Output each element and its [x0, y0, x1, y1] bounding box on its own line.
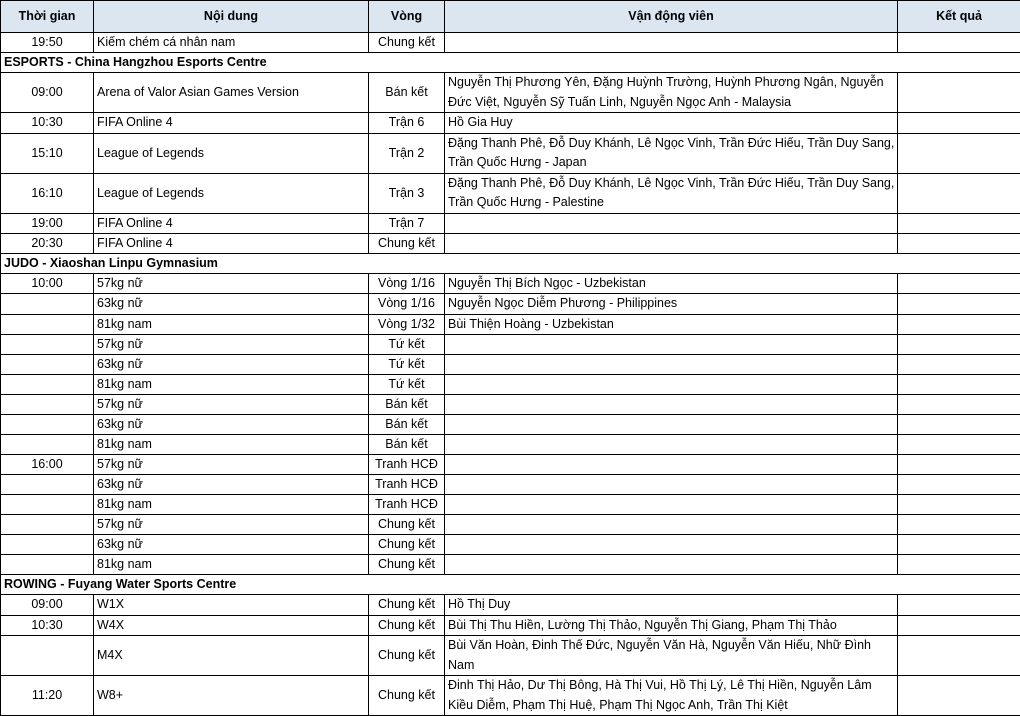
table-row: [1, 233, 1020, 253]
section-row: [1, 253, 1020, 273]
round-cell: Tranh HCĐ: [369, 495, 445, 515]
event-cell: 63kg nữ: [94, 355, 369, 375]
athletes-cell: [445, 475, 898, 495]
table-row: [1, 395, 1020, 415]
athletes-cell: [445, 455, 898, 475]
round-cell: Tứ kết: [369, 375, 445, 395]
time-cell: [1, 415, 94, 435]
result-cell: [898, 435, 1020, 455]
round-cell: Trận 7: [369, 213, 445, 233]
event-cell: Arena of Valor Asian Games Version: [94, 73, 369, 113]
event-cell: 57kg nữ: [94, 273, 369, 294]
round-cell: Trận 3: [369, 173, 445, 213]
time-cell: 10:30: [1, 113, 94, 134]
athletes-cell: [445, 515, 898, 535]
result-cell: [898, 113, 1020, 134]
event-cell: 57kg nữ: [94, 395, 369, 415]
table-row: [1, 335, 1020, 355]
event-cell: 63kg nữ: [94, 415, 369, 435]
round-cell: Chung kết: [369, 535, 445, 555]
result-cell: [898, 555, 1020, 575]
time-cell: 20:30: [1, 233, 94, 253]
table-row: [1, 133, 1020, 173]
table-row: [1, 173, 1020, 213]
result-cell: [898, 294, 1020, 315]
athletes-cell: [445, 355, 898, 375]
round-cell: Trận 6: [369, 113, 445, 134]
table-row: [1, 113, 1020, 134]
athletes-cell: Hồ Gia Huy: [445, 113, 898, 134]
result-cell: [898, 535, 1020, 555]
table-row: [1, 33, 1020, 53]
event-cell: FIFA Online 4: [94, 213, 369, 233]
table-row: [1, 475, 1020, 495]
time-cell: [1, 355, 94, 375]
athletes-cell: Đinh Thị Hảo, Dư Thị Bông, Hà Thị Vui, Hồ Thị Lý, Lê Thị Hiền, Nguyễn Lâm Kiều Diễm, Phạm Thị Huệ, Phạm Thị Ngọc Anh, Trần Thị Kiệt: [445, 676, 898, 716]
round-cell: Bán kết: [369, 415, 445, 435]
round-cell: Tứ kết: [369, 355, 445, 375]
event-cell: 63kg nữ: [94, 294, 369, 315]
round-cell: Tranh HCĐ: [369, 475, 445, 495]
section-title: ROWING - Fuyang Water Sports Centre: [1, 575, 1020, 595]
result-cell: [898, 133, 1020, 173]
result-cell: [898, 33, 1020, 53]
table-row: [1, 455, 1020, 475]
event-cell: 81kg nam: [94, 495, 369, 515]
event-cell: FIFA Online 4: [94, 113, 369, 134]
result-cell: [898, 233, 1020, 253]
round-cell: Bán kết: [369, 435, 445, 455]
athletes-cell: [445, 395, 898, 415]
table-row: [1, 636, 1020, 676]
round-cell: Chung kết: [369, 515, 445, 535]
section-row: [1, 53, 1020, 73]
time-cell: [1, 335, 94, 355]
athletes-cell: Bùi Văn Hoàn, Đinh Thế Đức, Nguyễn Văn Hà, Nguyễn Văn Hiếu, Nhữ Đình Nam: [445, 636, 898, 676]
table-row: [1, 615, 1020, 636]
time-cell: 11:20: [1, 676, 94, 716]
athletes-cell: [445, 233, 898, 253]
table-row: [1, 375, 1020, 395]
result-cell: [898, 676, 1020, 716]
event-cell: 57kg nữ: [94, 335, 369, 355]
time-cell: 16:00: [1, 455, 94, 475]
result-cell: [898, 375, 1020, 395]
result-cell: [898, 515, 1020, 535]
event-cell: FIFA Online 4: [94, 233, 369, 253]
athletes-cell: [445, 335, 898, 355]
table-row: [1, 555, 1020, 575]
athletes-cell: Hồ Thị Duy: [445, 595, 898, 616]
round-cell: Chung kết: [369, 555, 445, 575]
event-cell: League of Legends: [94, 173, 369, 213]
athletes-cell: Nguyễn Thị Bích Ngọc - Uzbekistan: [445, 273, 898, 294]
athletes-cell: [445, 435, 898, 455]
table-row: [1, 294, 1020, 315]
athletes-cell: [445, 495, 898, 515]
time-cell: [1, 375, 94, 395]
table-row: [1, 415, 1020, 435]
time-cell: [1, 475, 94, 495]
round-cell: Bán kết: [369, 395, 445, 415]
athletes-cell: [445, 415, 898, 435]
event-cell: M4X: [94, 636, 369, 676]
table-row: [1, 314, 1020, 335]
schedule-body: [1, 33, 1020, 716]
round-cell: Vòng 1/16: [369, 273, 445, 294]
result-cell: [898, 636, 1020, 676]
table-row: [1, 435, 1020, 455]
time-cell: [1, 314, 94, 335]
event-cell: League of Legends: [94, 133, 369, 173]
athletes-cell: Nguyễn Thị Phương Yên, Đặng Huỳnh Trường, Huỳnh Phương Ngân, Nguyễn Đức Việt, Nguyễn Sỹ Tuấn Linh, Nguyễn Ngọc Anh - Malaysia: [445, 73, 898, 113]
athletes-cell: Đặng Thanh Phê, Đỗ Duy Khánh, Lê Ngọc Vinh, Trần Đức Hiếu, Trần Duy Sang, Trần Quốc Hưng - Palestine: [445, 173, 898, 213]
event-cell: 57kg nữ: [94, 515, 369, 535]
table-row: [1, 213, 1020, 233]
round-cell: Tranh HCĐ: [369, 455, 445, 475]
result-cell: [898, 314, 1020, 335]
table-row: [1, 595, 1020, 616]
section-title: ESPORTS - China Hangzhou Esports Centre: [1, 53, 1020, 73]
event-cell: 57kg nữ: [94, 455, 369, 475]
time-cell: [1, 395, 94, 415]
result-cell: [898, 495, 1020, 515]
time-cell: 09:00: [1, 595, 94, 616]
event-cell: 81kg nam: [94, 375, 369, 395]
result-cell: [898, 355, 1020, 375]
table-row: [1, 676, 1020, 716]
time-cell: [1, 515, 94, 535]
time-cell: 19:50: [1, 33, 94, 53]
result-cell: [898, 415, 1020, 435]
time-cell: 09:00: [1, 73, 94, 113]
result-cell: [898, 73, 1020, 113]
athletes-cell: Đặng Thanh Phê, Đỗ Duy Khánh, Lê Ngọc Vinh, Trần Đức Hiếu, Trần Duy Sang, Trần Quốc Hưng - Japan: [445, 133, 898, 173]
event-cell: 81kg nam: [94, 435, 369, 455]
round-cell: Chung kết: [369, 233, 445, 253]
athletes-cell: [445, 33, 898, 53]
round-cell: Trận 2: [369, 133, 445, 173]
round-cell: Tứ kết: [369, 335, 445, 355]
round-cell: Chung kết: [369, 595, 445, 616]
event-cell: 81kg nam: [94, 314, 369, 335]
time-cell: [1, 636, 94, 676]
header-round: Vòng: [369, 1, 445, 33]
time-cell: 10:30: [1, 615, 94, 636]
time-cell: [1, 435, 94, 455]
time-cell: 10:00: [1, 273, 94, 294]
round-cell: Chung kết: [369, 676, 445, 716]
event-cell: W1X: [94, 595, 369, 616]
time-cell: [1, 495, 94, 515]
round-cell: Chung kết: [369, 615, 445, 636]
result-cell: [898, 615, 1020, 636]
table-row: [1, 273, 1020, 294]
round-cell: Chung kết: [369, 33, 445, 53]
header-result: Kết quả: [898, 1, 1020, 33]
result-cell: [898, 595, 1020, 616]
event-cell: W8+: [94, 676, 369, 716]
athletes-cell: Bùi Thiện Hoàng - Uzbekistan: [445, 314, 898, 335]
round-cell: Chung kết: [369, 636, 445, 676]
athletes-cell: Nguyễn Ngọc Diễm Phương - Philippines: [445, 294, 898, 315]
header-event: Nội dung: [94, 1, 369, 33]
time-cell: 16:10: [1, 173, 94, 213]
time-cell: [1, 294, 94, 315]
athletes-cell: [445, 213, 898, 233]
event-cell: Kiếm chém cá nhân nam: [94, 33, 369, 53]
round-cell: Vòng 1/32: [369, 314, 445, 335]
event-cell: W4X: [94, 615, 369, 636]
table-row: [1, 515, 1020, 535]
time-cell: 19:00: [1, 213, 94, 233]
event-cell: 81kg nam: [94, 555, 369, 575]
result-cell: [898, 475, 1020, 495]
athletes-cell: [445, 555, 898, 575]
result-cell: [898, 273, 1020, 294]
round-cell: Vòng 1/16: [369, 294, 445, 315]
result-cell: [898, 335, 1020, 355]
table-row: [1, 535, 1020, 555]
table-row: [1, 73, 1020, 113]
time-cell: 15:10: [1, 133, 94, 173]
event-cell: 63kg nữ: [94, 535, 369, 555]
table-row: [1, 495, 1020, 515]
round-cell: Bán kết: [369, 73, 445, 113]
time-cell: [1, 535, 94, 555]
header-row: [1, 1, 1020, 33]
result-cell: [898, 395, 1020, 415]
result-cell: [898, 173, 1020, 213]
result-cell: [898, 455, 1020, 475]
athletes-cell: [445, 535, 898, 555]
athletes-cell: Bùi Thị Thu Hiền, Lường Thị Thảo, Nguyễn Thị Giang, Phạm Thị Thảo: [445, 615, 898, 636]
athletes-cell: [445, 375, 898, 395]
section-row: [1, 575, 1020, 595]
time-cell: [1, 555, 94, 575]
header-time: Thời gian: [1, 1, 94, 33]
section-title: JUDO - Xiaoshan Linpu Gymnasium: [1, 253, 1020, 273]
event-cell: 63kg nữ: [94, 475, 369, 495]
table-row: [1, 355, 1020, 375]
header-athletes: Vận động viên: [445, 1, 898, 33]
result-cell: [898, 213, 1020, 233]
